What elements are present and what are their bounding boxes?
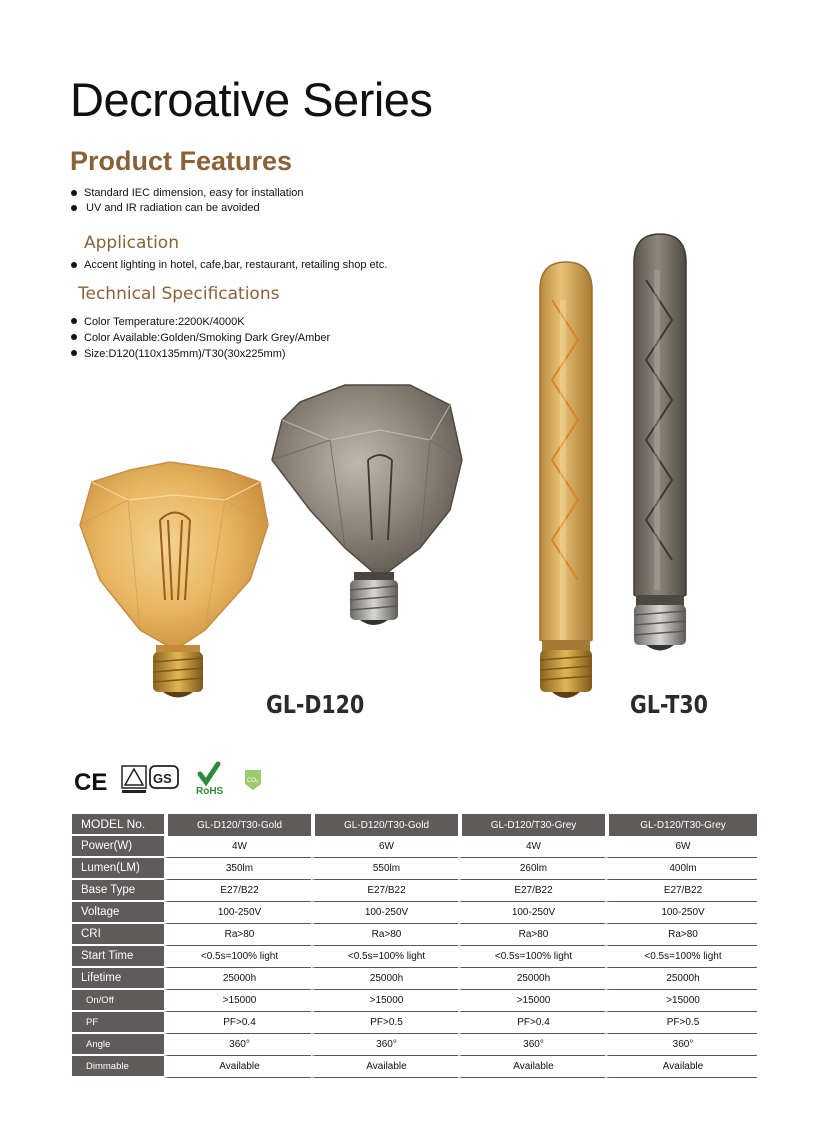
spec-table — [72, 814, 757, 1078]
table-cell: PF>0.4 — [458, 1012, 605, 1034]
gs-mark-icon — [122, 766, 178, 793]
table-column-header: GL-D120/T30-Grey — [605, 814, 757, 836]
ce-mark-text: CE — [74, 769, 108, 796]
gs-mark-text: GS — [153, 771, 172, 786]
table-cell: E27/B22 — [164, 880, 311, 902]
table-cell: E27/B22 — [311, 880, 458, 902]
table-cell: Available — [458, 1056, 605, 1078]
table-cell: Available — [164, 1056, 311, 1078]
row-header: Base Type — [72, 880, 164, 902]
row-header: On/Off — [72, 990, 164, 1012]
table-cell: Ra>80 — [311, 924, 458, 946]
technical-item: Color Available:Golden/Smoking Dark Grey/Amber — [70, 330, 330, 346]
table-cell: 100-250V — [458, 902, 605, 924]
table-cell: <0.5s=100% light — [605, 946, 757, 968]
table-cell: 350lm — [164, 858, 311, 880]
table-row — [72, 858, 757, 880]
table-cell: 25000h — [311, 968, 458, 990]
bulb-d120-gold — [80, 462, 268, 698]
table-cell: 360° — [458, 1034, 605, 1056]
technical-heading: Technical Specifications — [78, 284, 280, 304]
page-title: Decroative Series — [70, 73, 433, 126]
technical-item: Size:D120(110x135mm)/T30(30x225mm) — [70, 346, 330, 362]
table-cell: 25000h — [605, 968, 757, 990]
rohs-icon — [196, 764, 224, 797]
table-cell: 25000h — [458, 968, 605, 990]
table-cell: Available — [605, 1056, 757, 1078]
table-row — [72, 902, 757, 924]
table-column-header: GL-D120/T30-Gold — [164, 814, 311, 836]
application-item: Accent lighting in hotel, cafe,bar, restaurant, retailing shop etc. — [70, 258, 387, 273]
row-header: Voltage — [72, 902, 164, 924]
row-header: Power(W) — [72, 836, 164, 858]
table-row — [72, 946, 757, 968]
table-cell: Ra>80 — [605, 924, 757, 946]
table-row — [72, 836, 757, 858]
table-column-header: GL-D120/T30-Grey — [458, 814, 605, 836]
table-cell: PF>0.5 — [311, 1012, 458, 1034]
table-cell: 6W — [605, 836, 757, 858]
table-cell: 100-250V — [605, 902, 757, 924]
table-cell: 25000h — [164, 968, 311, 990]
table-corner-header: MODEL No. — [72, 814, 164, 836]
ce-mark-icon — [74, 769, 107, 796]
table-cell: 100-250V — [164, 902, 311, 924]
row-header: PF — [72, 1012, 164, 1034]
technical-item: Color Temperature:2200K/4000K — [70, 314, 330, 330]
table-cell: Ra>80 — [458, 924, 605, 946]
model-label-t30: GL-T30 — [630, 690, 708, 719]
table-header-row — [72, 814, 757, 836]
table-cell: 360° — [311, 1034, 458, 1056]
table-cell: 360° — [164, 1034, 311, 1056]
table-row — [72, 968, 757, 990]
table-cell: 4W — [164, 836, 311, 858]
bulb-t30-gold — [540, 262, 592, 698]
table-cell: 260lm — [458, 858, 605, 880]
table-cell: E27/B22 — [458, 880, 605, 902]
table-row — [72, 924, 757, 946]
row-header: Start Time — [72, 946, 164, 968]
bulb-d120-grey — [272, 385, 462, 625]
table-row — [72, 880, 757, 902]
table-cell: Ra>80 — [164, 924, 311, 946]
table-cell: >15000 — [605, 990, 757, 1012]
table-cell: 100-250V — [311, 902, 458, 924]
feature-item: Standard IEC dimension, easy for installation — [70, 186, 304, 201]
table-cell: <0.5s=100% light — [164, 946, 311, 968]
application-heading: Application — [84, 233, 179, 253]
row-header: CRI — [72, 924, 164, 946]
table-cell: 550lm — [311, 858, 458, 880]
feature-item: UV and IR radiation can be avoided — [70, 201, 304, 216]
table-cell: 360° — [605, 1034, 757, 1056]
row-header: Lifetime — [72, 968, 164, 990]
table-cell: 4W — [458, 836, 605, 858]
co2-badge-icon — [245, 770, 261, 790]
features-heading: Product Features — [70, 146, 293, 176]
model-label-d120: GL-D120 — [266, 690, 365, 719]
cert-logos-svg — [72, 760, 272, 800]
table-cell: E27/B22 — [605, 880, 757, 902]
bulb-t30-grey — [634, 234, 686, 651]
row-header: Angle — [72, 1034, 164, 1056]
co2-text: CO₂ — [247, 778, 259, 784]
table-cell: <0.5s=100% light — [458, 946, 605, 968]
table-cell: PF>0.4 — [164, 1012, 311, 1034]
table-cell: Available — [311, 1056, 458, 1078]
table-cell: >15000 — [458, 990, 605, 1012]
table-cell: >15000 — [311, 990, 458, 1012]
row-header: Lumen(LM) — [72, 858, 164, 880]
table-row — [72, 1056, 757, 1078]
rohs-text: RoHS — [196, 786, 224, 797]
table-cell: PF>0.5 — [605, 1012, 757, 1034]
table-cell: 400lm — [605, 858, 757, 880]
table-row — [72, 1012, 757, 1034]
table-cell: <0.5s=100% light — [311, 946, 458, 968]
table-column-header: GL-D120/T30-Gold — [311, 814, 458, 836]
table-cell: >15000 — [164, 990, 311, 1012]
row-header: Dimmable — [72, 1056, 164, 1078]
table-row — [72, 990, 757, 1012]
table-cell: 6W — [311, 836, 458, 858]
table-row — [72, 1034, 757, 1056]
certification-logos — [72, 760, 272, 800]
